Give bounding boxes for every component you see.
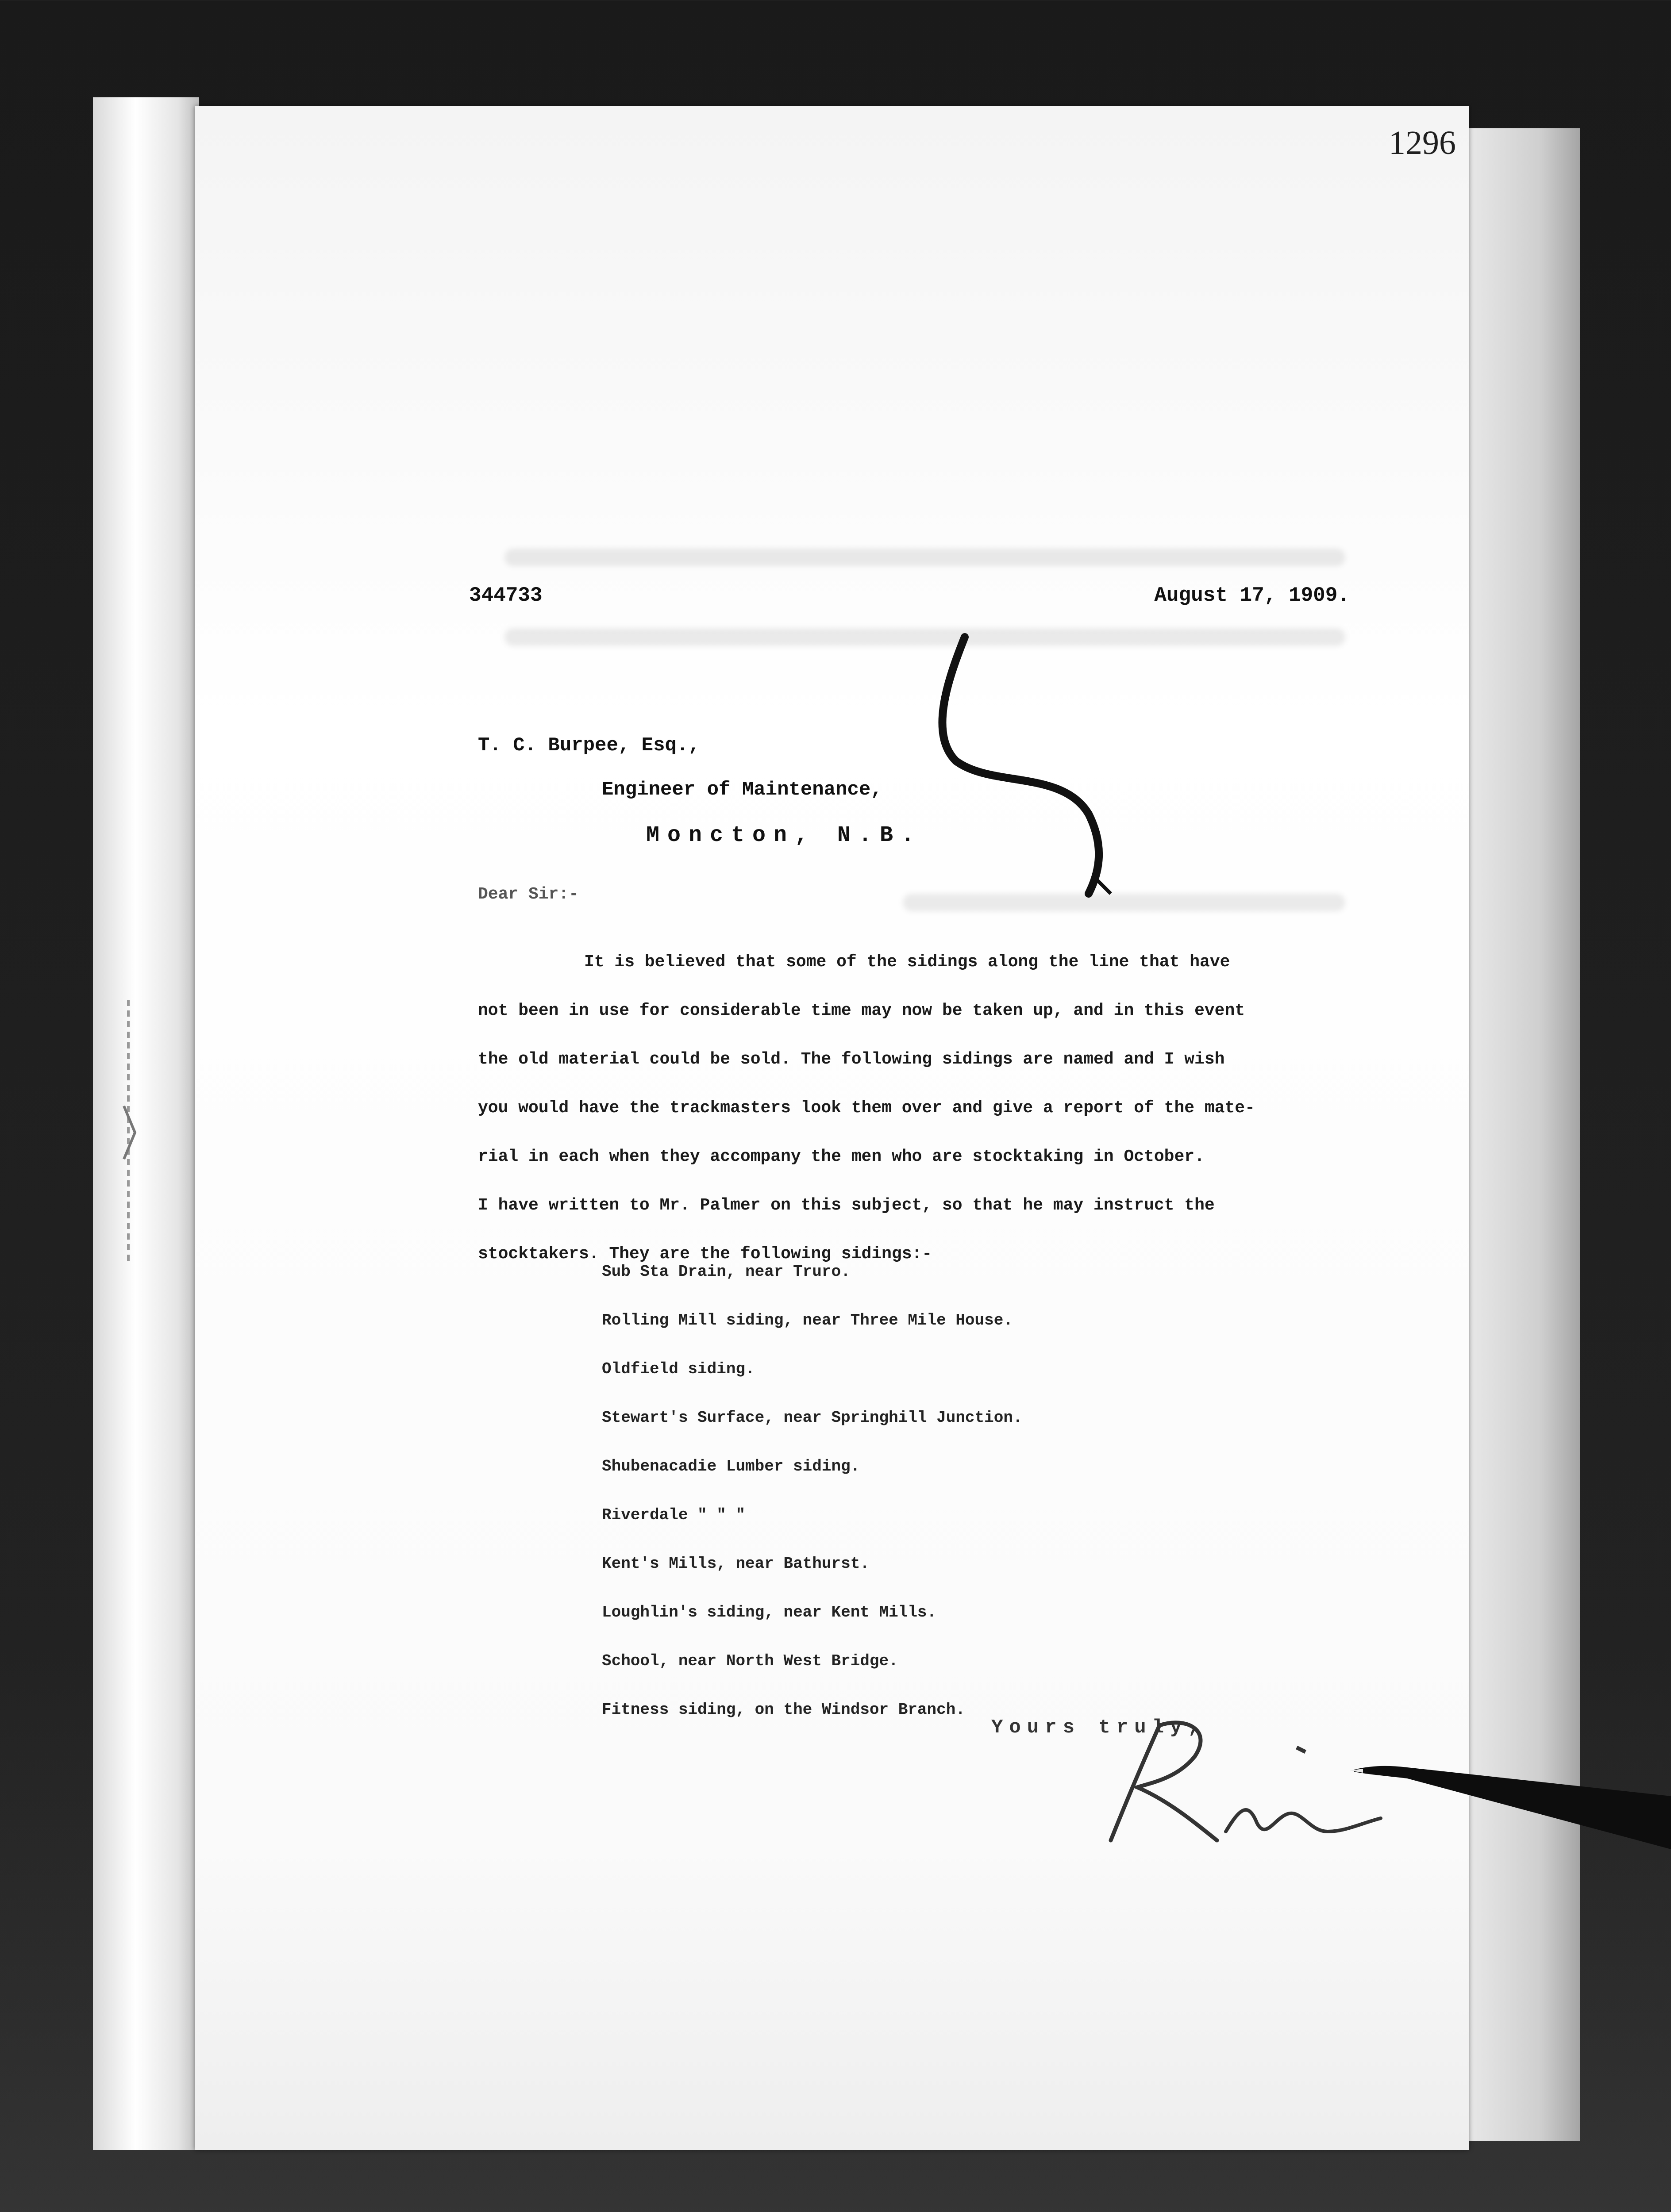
sidings-list xyxy=(602,1248,1023,1734)
siding-item: Fitness siding, on the Windsor Branch. xyxy=(602,1701,965,1719)
addressee-name: T. C. Burpee, Esq., xyxy=(478,734,700,757)
siding-item: Sub Sta Drain, near Truro. xyxy=(602,1263,851,1281)
body-line: I have written to Mr. Palmer on this subject, so that he may instruct the xyxy=(478,1196,1215,1215)
siding-item: Oldfield siding. xyxy=(602,1360,755,1378)
addressee-title: Engineer of Maintenance, xyxy=(602,779,882,801)
letterbook-spine xyxy=(93,97,199,2150)
siding-item: School, near North West Bridge. xyxy=(602,1652,898,1670)
letter-body xyxy=(478,938,1460,1279)
siding-item: Riverdale " " " xyxy=(602,1506,746,1524)
body-line: not been in use for considerable time may now be taken up, and in this event xyxy=(478,1001,1245,1020)
siding-item: Kent's Mills, near Bathurst. xyxy=(602,1555,870,1573)
margin-scribble-mark xyxy=(115,1000,142,1265)
body-line: you would have the trackmasters look them over and give a report of the mate- xyxy=(478,1098,1255,1118)
pen-stroke-mark xyxy=(903,628,1345,902)
body-line: the old material could be sold. The following sidings are named and I wish xyxy=(478,1050,1225,1069)
body-line: It is believed that some of the sidings along the line that have xyxy=(584,952,1230,972)
pen-object xyxy=(1345,1717,1671,1849)
siding-item: Stewart's Surface, near Springhill Junction. xyxy=(602,1409,1023,1427)
addressee-location: Moncton, N.B. xyxy=(646,823,923,848)
letter-page xyxy=(195,106,1469,2150)
siding-item: Loughlin's siding, near Kent Mills. xyxy=(602,1603,937,1621)
letter-date: August 17, 1909. xyxy=(1154,584,1350,607)
siding-item: Rolling Mill siding, near Three Mile House. xyxy=(602,1311,1013,1329)
signature-mark xyxy=(1027,1699,1390,1858)
reference-number: 344733 xyxy=(469,584,543,607)
body-line: rial in each when they accompany the men who are stocktaking in October. xyxy=(478,1147,1205,1166)
salutation: Dear Sir:- xyxy=(478,885,579,904)
page-number: 1296 xyxy=(1389,124,1456,161)
siding-item: Shubenacadie Lumber siding. xyxy=(602,1457,860,1475)
closing: Yours truly, xyxy=(991,1717,1206,1739)
body-line: stocktakers. They are the following sidings:- xyxy=(478,1244,932,1263)
bleed-through-text xyxy=(504,549,1345,566)
